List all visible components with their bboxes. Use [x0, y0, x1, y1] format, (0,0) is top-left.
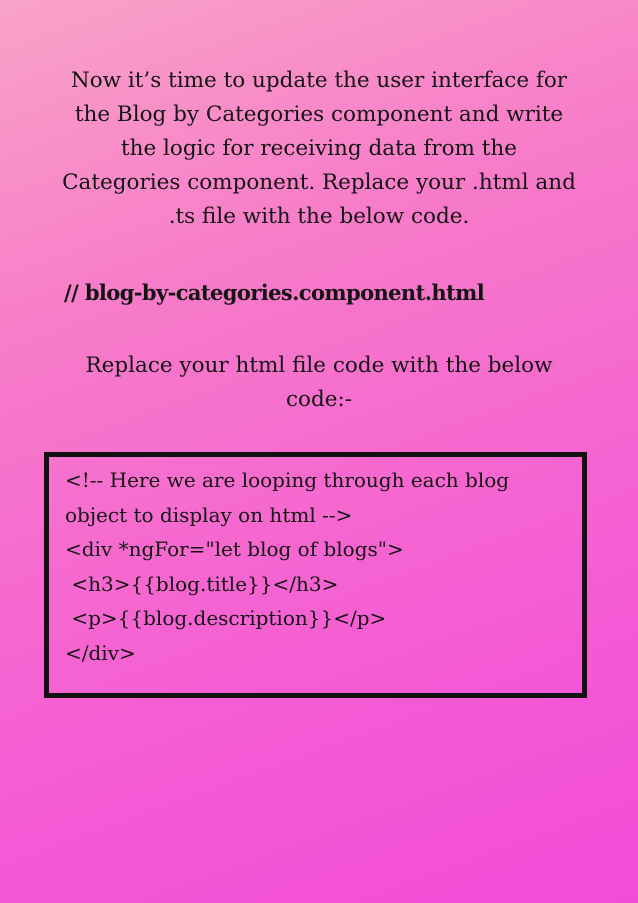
code-line: <p>{{blog.description}}</p>	[65, 606, 387, 630]
code-block	[44, 452, 587, 698]
code-line: <div *ngFor="let blog of blogs">	[65, 537, 404, 561]
code-line: <h3>{{blog.title}}</h3>	[65, 571, 339, 596]
code-line: </div>	[65, 640, 136, 665]
code-lines	[65, 463, 574, 670]
intro-paragraph: Now it’s time to update the user interface for the Blog by Categories component and write the logic for receiving data from the Categories component. Replace your .html and .ts file with the below code.	[62, 68, 576, 229]
code-line: object to display on html -->	[65, 502, 353, 527]
replace-instruction: Replace your html file code with the below code:-	[85, 353, 553, 412]
code-line: <!-- Here we are looping through each blog	[65, 468, 510, 492]
file-name-heading: // blog-by-categories.component.html	[64, 280, 485, 305]
